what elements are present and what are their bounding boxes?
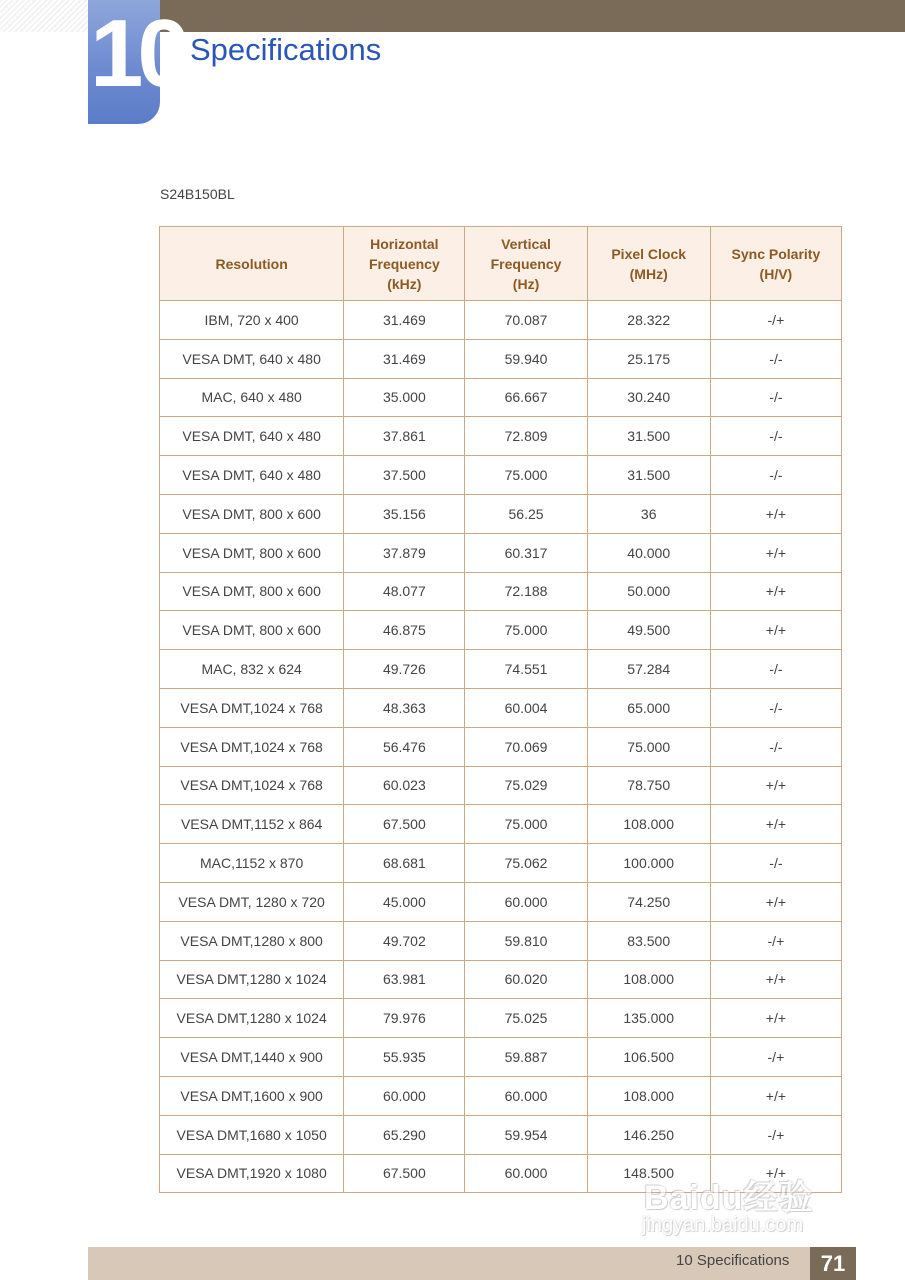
table-row (160, 378, 842, 417)
table-cell: 50.000 (587, 572, 710, 611)
table-cell: -/- (710, 650, 841, 689)
table-cell: VESA DMT,1280 x 1024 (160, 960, 344, 999)
model-name: S24B150BL (160, 186, 235, 202)
column-header-line: (Hz) (512, 275, 540, 292)
table-row (160, 766, 842, 805)
table-cell: 148.500 (587, 1154, 710, 1193)
table-cell: 37.879 (344, 533, 465, 572)
table-cell: VESA DMT, 640 x 480 (160, 339, 344, 378)
table-cell: 135.000 (587, 999, 710, 1038)
table-cell: 56.25 (465, 494, 587, 533)
table-row (160, 727, 842, 766)
table-row (160, 1076, 842, 1115)
table-cell: 59.940 (465, 339, 587, 378)
table-row (160, 456, 842, 495)
table-cell: 60.000 (344, 1076, 465, 1115)
table-cell: VESA DMT, 800 x 600 (160, 494, 344, 533)
table-row (160, 301, 842, 340)
table-cell: 31.500 (587, 417, 710, 456)
page-number: 71 (810, 1247, 856, 1280)
table-row (160, 650, 842, 689)
table-cell: 31.500 (587, 456, 710, 495)
table-cell: 30.240 (587, 378, 710, 417)
table-cell: IBM, 720 x 400 (160, 301, 344, 340)
chapter-number: 10 (90, 0, 185, 107)
table-cell: 67.500 (344, 805, 465, 844)
table-cell: 60.000 (465, 882, 587, 921)
table-cell: 48.077 (344, 572, 465, 611)
column-header-line: Pixel Clock (611, 245, 687, 262)
table-cell: VESA DMT,1600 x 900 (160, 1076, 344, 1115)
table-cell: 75.025 (465, 999, 587, 1038)
header-hatch-decoration (0, 0, 88, 32)
table-cell: +/+ (710, 494, 841, 533)
table-cell: 59.810 (465, 921, 587, 960)
column-header (344, 227, 465, 301)
table-cell: VESA DMT, 1280 x 720 (160, 882, 344, 921)
table-cell: VESA DMT,1440 x 900 (160, 1038, 344, 1077)
table-cell: 74.551 (465, 650, 587, 689)
table-cell: 35.156 (344, 494, 465, 533)
table-row (160, 339, 842, 378)
table-cell: +/+ (710, 805, 841, 844)
table-cell: VESA DMT,1024 x 768 (160, 727, 344, 766)
table-cell: MAC, 640 x 480 (160, 378, 344, 417)
table-cell: VESA DMT,1680 x 1050 (160, 1115, 344, 1154)
table-cell: +/+ (710, 611, 841, 650)
table-cell: 60.000 (465, 1076, 587, 1115)
column-header-line: (H/V) (759, 265, 793, 282)
table-cell: 59.954 (465, 1115, 587, 1154)
table-cell: 65.000 (587, 688, 710, 727)
table-cell: 67.500 (344, 1154, 465, 1193)
table-cell: 108.000 (587, 805, 710, 844)
table-cell: +/+ (710, 766, 841, 805)
table-cell: 74.250 (587, 882, 710, 921)
table-cell: 146.250 (587, 1115, 710, 1154)
table-row (160, 1115, 842, 1154)
table-cell: +/+ (710, 882, 841, 921)
table-row (160, 844, 842, 883)
table-cell: 79.976 (344, 999, 465, 1038)
table-cell: -/+ (710, 301, 841, 340)
table-row (160, 572, 842, 611)
column-header (710, 227, 841, 301)
table-cell: 72.188 (465, 572, 587, 611)
table-cell: -/- (710, 339, 841, 378)
table-cell: 106.500 (587, 1038, 710, 1077)
table-cell: -/+ (710, 1038, 841, 1077)
table-row (160, 688, 842, 727)
table-row (160, 494, 842, 533)
table-cell: VESA DMT, 640 x 480 (160, 417, 344, 456)
table-cell: 59.887 (465, 1038, 587, 1077)
table-cell: 75.000 (465, 805, 587, 844)
column-header-line: Sync Polarity (731, 245, 821, 262)
table-cell: 75.029 (465, 766, 587, 805)
table-cell: 55.935 (344, 1038, 465, 1077)
table-row (160, 611, 842, 650)
table-cell: +/+ (710, 572, 841, 611)
table-cell: 40.000 (587, 533, 710, 572)
table-row (160, 1038, 842, 1077)
table-cell: VESA DMT,1152 x 864 (160, 805, 344, 844)
chapter-title: Specifications (190, 32, 382, 67)
table-cell: 68.681 (344, 844, 465, 883)
table-cell: +/+ (710, 999, 841, 1038)
table-cell: 57.284 (587, 650, 710, 689)
table-body (160, 301, 842, 1193)
column-header (587, 227, 710, 301)
watermark-url: jingyan.baidu.com (642, 1214, 804, 1236)
table-cell: 108.000 (587, 1076, 710, 1115)
table-cell: -/- (710, 378, 841, 417)
table-cell: 45.000 (344, 882, 465, 921)
table-row (160, 960, 842, 999)
column-header-line: Vertical (501, 235, 551, 252)
table-cell: 63.981 (344, 960, 465, 999)
table-cell: -/+ (710, 1115, 841, 1154)
table-cell: MAC, 832 x 624 (160, 650, 344, 689)
table-row (160, 882, 842, 921)
table-cell: 60.020 (465, 960, 587, 999)
footer-section-label: 10 Specifications (676, 1252, 790, 1269)
table-cell: 60.023 (344, 766, 465, 805)
column-header-line: Resolution (215, 255, 288, 272)
table-cell: +/+ (710, 1076, 841, 1115)
table-cell: 36 (587, 494, 710, 533)
table-cell: VESA DMT, 800 x 600 (160, 611, 344, 650)
table-cell: 70.069 (465, 727, 587, 766)
table-row (160, 533, 842, 572)
table-cell: -/- (710, 456, 841, 495)
table-cell: 60.004 (465, 688, 587, 727)
column-header (465, 227, 587, 301)
table-cell: 37.861 (344, 417, 465, 456)
table-cell: -/- (710, 688, 841, 727)
table-cell: 37.500 (344, 456, 465, 495)
table-cell: 49.702 (344, 921, 465, 960)
column-header-line: Frequency (490, 255, 562, 272)
column-header-line: (kHz) (387, 275, 422, 292)
table-cell: MAC,1152 x 870 (160, 844, 344, 883)
table-cell: VESA DMT,1024 x 768 (160, 688, 344, 727)
watermark (640, 1170, 855, 1242)
table-cell: 65.290 (344, 1115, 465, 1154)
table-cell: 31.469 (344, 301, 465, 340)
table-cell: +/+ (710, 960, 841, 999)
column-header-line: Horizontal (370, 235, 439, 252)
timing-table (159, 226, 842, 1193)
table-cell: 46.875 (344, 611, 465, 650)
table-cell: 60.317 (465, 533, 587, 572)
table-cell: VESA DMT,1280 x 800 (160, 921, 344, 960)
table-cell: 60.000 (465, 1154, 587, 1193)
table-cell: 70.087 (465, 301, 587, 340)
table-cell: VESA DMT, 800 x 600 (160, 572, 344, 611)
table-cell: 56.476 (344, 727, 465, 766)
column-header-line: (MHz) (629, 265, 668, 282)
table-row (160, 921, 842, 960)
table-cell: 78.750 (587, 766, 710, 805)
table-cell: +/+ (710, 533, 841, 572)
table-cell: 28.322 (587, 301, 710, 340)
table-cell: +/+ (710, 1154, 841, 1193)
table-cell: 35.000 (344, 378, 465, 417)
table-cell: VESA DMT,1280 x 1024 (160, 999, 344, 1038)
table-cell: 66.667 (465, 378, 587, 417)
table-cell: 83.500 (587, 921, 710, 960)
table-cell: -/+ (710, 921, 841, 960)
table-cell: 108.000 (587, 960, 710, 999)
table-row (160, 999, 842, 1038)
table-cell: 100.000 (587, 844, 710, 883)
column-header (160, 227, 344, 301)
table-cell: -/- (710, 844, 841, 883)
table-row (160, 805, 842, 844)
column-header-line: Frequency (368, 255, 440, 272)
table-header-row (160, 227, 842, 301)
table-cell: 75.000 (465, 611, 587, 650)
table-row (160, 417, 842, 456)
table-cell: VESA DMT,1920 x 1080 (160, 1154, 344, 1193)
table-cell: 75.000 (587, 727, 710, 766)
table-cell: 25.175 (587, 339, 710, 378)
table-cell: VESA DMT, 800 x 600 (160, 533, 344, 572)
table-cell: 49.726 (344, 650, 465, 689)
table-cell: -/- (710, 417, 841, 456)
table-cell: 72.809 (465, 417, 587, 456)
table-cell: 49.500 (587, 611, 710, 650)
table-cell: -/- (710, 727, 841, 766)
table-cell: VESA DMT, 640 x 480 (160, 456, 344, 495)
table-cell: 75.000 (465, 456, 587, 495)
table-cell: VESA DMT,1024 x 768 (160, 766, 344, 805)
watermark-logo: Baidu经验 (644, 1179, 814, 1217)
table-cell: 75.062 (465, 844, 587, 883)
table-cell: 31.469 (344, 339, 465, 378)
table-cell: 48.363 (344, 688, 465, 727)
